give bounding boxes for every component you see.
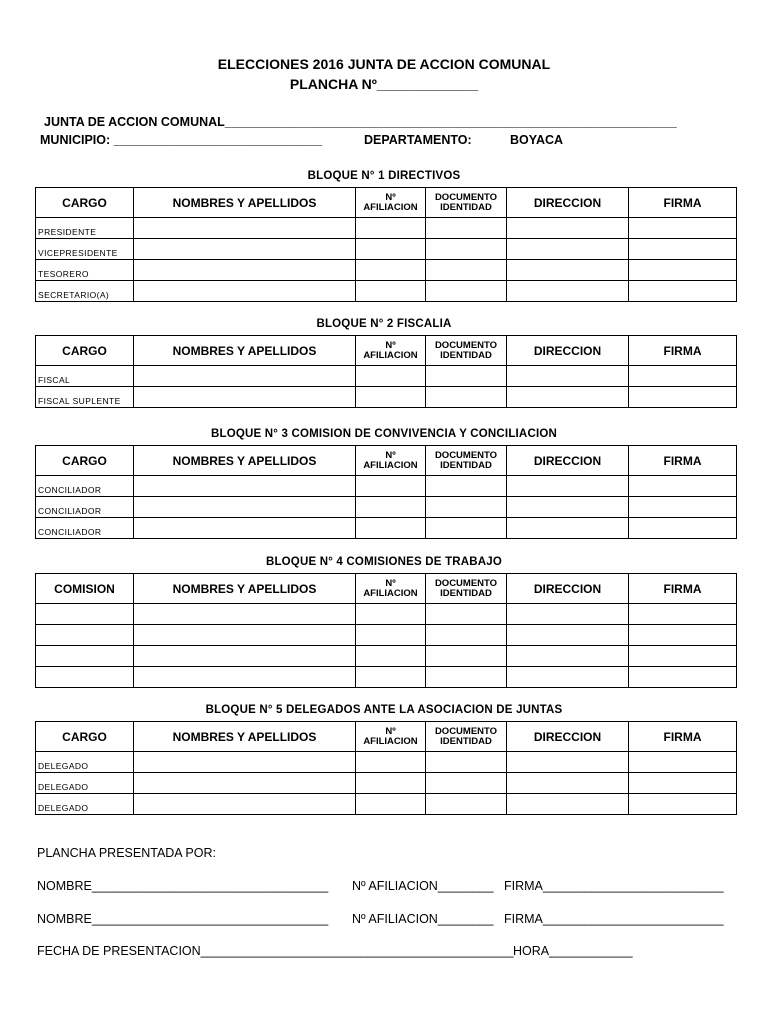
- row-label: FISCAL: [36, 366, 134, 387]
- documento-cell[interactable]: [426, 387, 507, 408]
- firma-cell[interactable]: [629, 667, 737, 688]
- afiliacion-header-line: Nº: [385, 725, 396, 737]
- afiliacion-header-line: AFILIACION: [363, 735, 418, 747]
- municipio-field: MUNICIPIO: ______________________________: [40, 133, 323, 147]
- afiliacion-header-line: Nº: [385, 339, 396, 351]
- documento-cell[interactable]: [426, 794, 507, 815]
- row-label: [36, 646, 134, 667]
- documento-header: [426, 574, 507, 604]
- firma-field-2: FIRMA__________________________: [504, 912, 724, 926]
- nombres-header: NOMBRES Y APELLIDOS: [134, 188, 356, 218]
- firma-cell[interactable]: [629, 625, 737, 646]
- nombres-cell[interactable]: [134, 518, 356, 539]
- direccion-cell[interactable]: [507, 773, 629, 794]
- cargo-header: CARGO: [36, 446, 134, 476]
- firma-cell[interactable]: [629, 752, 737, 773]
- table-row: [36, 476, 737, 497]
- afiliacion-header: [356, 722, 426, 752]
- row-label: [36, 604, 134, 625]
- documento-header: [426, 336, 507, 366]
- documento-header-line: IDENTIDAD: [440, 459, 492, 471]
- afiliacion-header: [356, 188, 426, 218]
- direccion-cell[interactable]: [507, 752, 629, 773]
- row-label: [36, 667, 134, 688]
- nombres-cell[interactable]: [134, 646, 356, 667]
- afiliacion-header-line: Nº: [385, 449, 396, 461]
- firma-cell[interactable]: [629, 604, 737, 625]
- nombres-cell[interactable]: [134, 281, 356, 302]
- documento-cell[interactable]: [426, 497, 507, 518]
- nombres-cell[interactable]: [134, 625, 356, 646]
- direccion-cell[interactable]: [507, 476, 629, 497]
- afiliacion-cell[interactable]: [356, 476, 426, 497]
- table-row: [36, 387, 737, 408]
- nombres-header: NOMBRES Y APELLIDOS: [134, 336, 356, 366]
- afiliacion-cell[interactable]: [356, 604, 426, 625]
- firma-cell[interactable]: [629, 476, 737, 497]
- table-header-row: [36, 574, 737, 604]
- afiliacion-header: [356, 336, 426, 366]
- afiliacion-cell[interactable]: [356, 625, 426, 646]
- afiliacion-cell[interactable]: [356, 752, 426, 773]
- afiliacion-cell[interactable]: [356, 497, 426, 518]
- documento-cell[interactable]: [426, 625, 507, 646]
- bloque-3-table: [35, 445, 737, 539]
- table-row: [36, 794, 737, 815]
- nombres-cell[interactable]: [134, 794, 356, 815]
- afiliacion-cell[interactable]: [356, 387, 426, 408]
- afiliacion-header-line: AFILIACION: [363, 349, 418, 361]
- direccion-cell[interactable]: [507, 281, 629, 302]
- documento-header-line: DOCUMENTO: [434, 577, 498, 589]
- nombres-cell[interactable]: [134, 387, 356, 408]
- fecha-field: FECHA DE PRESENTACION_____________________________________________: [37, 944, 514, 958]
- direccion-cell[interactable]: [507, 604, 629, 625]
- afiliacion-header-line: AFILIACION: [363, 587, 418, 599]
- nombres-cell[interactable]: [134, 239, 356, 260]
- direccion-cell[interactable]: [507, 497, 629, 518]
- bloque-2-table: [35, 335, 737, 408]
- direccion-cell[interactable]: [507, 518, 629, 539]
- firma-cell[interactable]: [629, 794, 737, 815]
- table-row: [36, 752, 737, 773]
- documento-cell[interactable]: [426, 239, 507, 260]
- nombres-header: NOMBRES Y APELLIDOS: [134, 574, 356, 604]
- documento-cell[interactable]: [426, 752, 507, 773]
- firma-cell[interactable]: [629, 366, 737, 387]
- junta-field: JUNTA DE ACCION COMUNAL_________________________________________________________________: [44, 115, 677, 129]
- firma-header: FIRMA: [629, 722, 737, 752]
- afiliacion-cell[interactable]: [356, 281, 426, 302]
- direccion-header: DIRECCION: [507, 336, 629, 366]
- nombres-cell[interactable]: [134, 773, 356, 794]
- table-row: [36, 604, 737, 625]
- afiliacion-cell[interactable]: [356, 239, 426, 260]
- row-label: DELEGADO: [36, 752, 134, 773]
- hora-field: HORA____________: [513, 944, 633, 958]
- afiliacion-cell[interactable]: [356, 773, 426, 794]
- afiliacion-header: [356, 446, 426, 476]
- afiliacion-cell[interactable]: [356, 218, 426, 239]
- row-label: CONCILIADOR: [36, 476, 134, 497]
- afiliacion-header-line: AFILIACION: [363, 201, 418, 213]
- nombres-header: NOMBRES Y APELLIDOS: [134, 446, 356, 476]
- table-header-row: [36, 722, 737, 752]
- documento-cell[interactable]: [426, 646, 507, 667]
- plancha-number: PLANCHA Nº_____________: [289, 76, 479, 92]
- afiliacion-cell[interactable]: [356, 794, 426, 815]
- nombres-header: NOMBRES Y APELLIDOS: [134, 722, 356, 752]
- documento-cell[interactable]: [426, 260, 507, 281]
- table-row: [36, 239, 737, 260]
- direccion-cell[interactable]: [507, 667, 629, 688]
- firma-cell[interactable]: [629, 218, 737, 239]
- nombres-cell[interactable]: [134, 667, 356, 688]
- direccion-header: DIRECCION: [507, 574, 629, 604]
- presentada-label: PLANCHA PRESENTADA POR:: [37, 846, 216, 860]
- nombres-cell[interactable]: [134, 604, 356, 625]
- table-row: [36, 366, 737, 387]
- direccion-cell[interactable]: [507, 387, 629, 408]
- nombres-cell[interactable]: [134, 476, 356, 497]
- documento-header: [426, 446, 507, 476]
- firma-cell[interactable]: [629, 497, 737, 518]
- firma-header: FIRMA: [629, 188, 737, 218]
- bloque-3-title: BLOQUE N° 3 COMISION DE CONVIVENCIA Y CONCILIACION: [210, 428, 557, 440]
- table-row: [36, 667, 737, 688]
- bloque-4-table: [35, 573, 737, 688]
- documento-cell[interactable]: [426, 773, 507, 794]
- afiliacion-cell[interactable]: [356, 667, 426, 688]
- table-row: [36, 281, 737, 302]
- nombres-cell[interactable]: [134, 218, 356, 239]
- firma-cell[interactable]: [629, 281, 737, 302]
- table-header-row: [36, 188, 737, 218]
- table-header-row: [36, 336, 737, 366]
- bloque-5-title: BLOQUE N° 5 DELEGADOS ANTE LA ASOCIACION DE JUNTAS: [205, 704, 563, 716]
- direccion-header: DIRECCION: [507, 188, 629, 218]
- documento-cell[interactable]: [426, 476, 507, 497]
- documento-cell[interactable]: [426, 281, 507, 302]
- documento-header-line: DOCUMENTO: [434, 339, 498, 351]
- row-label: DELEGADO: [36, 773, 134, 794]
- row-label: TESORERO: [36, 260, 134, 281]
- afiliacion-header: [356, 574, 426, 604]
- documento-cell[interactable]: [426, 218, 507, 239]
- firma-cell[interactable]: [629, 646, 737, 667]
- nombres-cell[interactable]: [134, 752, 356, 773]
- documento-cell[interactable]: [426, 604, 507, 625]
- row-label: VICEPRESIDENTE: [36, 239, 134, 260]
- cargo-header: CARGO: [36, 336, 134, 366]
- row-label: FISCAL SUPLENTE: [36, 387, 134, 408]
- bloque-5-table: [35, 721, 737, 815]
- firma-cell[interactable]: [629, 260, 737, 281]
- row-label: SECRETARIO(A): [36, 281, 134, 302]
- firma-header: FIRMA: [629, 446, 737, 476]
- row-label: CONCILIADOR: [36, 518, 134, 539]
- nombres-cell[interactable]: [134, 366, 356, 387]
- afiliacion-header-line: AFILIACION: [363, 459, 418, 471]
- firma-cell[interactable]: [629, 518, 737, 539]
- afiliacion-cell[interactable]: [356, 646, 426, 667]
- direccion-header: DIRECCION: [507, 722, 629, 752]
- document-title: ELECCIONES 2016 JUNTA DE ACCION COMUNAL: [217, 56, 551, 72]
- table-row: [36, 497, 737, 518]
- row-label: DELEGADO: [36, 794, 134, 815]
- table-row: [36, 625, 737, 646]
- afiliacion-cell[interactable]: [356, 518, 426, 539]
- bloque-4-title: BLOQUE N° 4 COMISIONES DE TRABAJO: [265, 556, 503, 568]
- direccion-cell[interactable]: [507, 625, 629, 646]
- cargo-header: CARGO: [36, 722, 134, 752]
- documento-header: [426, 722, 507, 752]
- firma-cell[interactable]: [629, 239, 737, 260]
- documento-header-line: IDENTIDAD: [440, 587, 492, 599]
- documento-cell[interactable]: [426, 667, 507, 688]
- cargo-header: CARGO: [36, 188, 134, 218]
- direccion-cell[interactable]: [507, 366, 629, 387]
- firma-header: FIRMA: [629, 336, 737, 366]
- documento-header-line: DOCUMENTO: [434, 449, 498, 461]
- direccion-cell[interactable]: [507, 218, 629, 239]
- bloque-2-title: BLOQUE N° 2 FISCALIA: [316, 318, 452, 330]
- afiliacion-field-2: Nº AFILIACION________: [352, 912, 494, 926]
- table-header-row: [36, 446, 737, 476]
- table-row: [36, 218, 737, 239]
- afiliacion-header-line: Nº: [385, 577, 396, 589]
- afiliacion-cell[interactable]: [356, 260, 426, 281]
- direccion-cell[interactable]: [507, 794, 629, 815]
- direccion-cell[interactable]: [507, 260, 629, 281]
- direccion-cell[interactable]: [507, 646, 629, 667]
- afiliacion-header-line: Nº: [385, 191, 396, 203]
- table-row: [36, 773, 737, 794]
- firma-header: FIRMA: [629, 574, 737, 604]
- nombre-field-2: NOMBRE__________________________________: [37, 912, 329, 926]
- table-row: [36, 646, 737, 667]
- row-label: CONCILIADOR: [36, 497, 134, 518]
- direccion-header: DIRECCION: [507, 446, 629, 476]
- afiliacion-cell[interactable]: [356, 366, 426, 387]
- bloque-1-title: BLOQUE N° 1 DIRECTIVOS: [307, 170, 461, 182]
- documento-header-line: DOCUMENTO: [434, 191, 498, 203]
- comision-header: COMISION: [36, 574, 134, 604]
- departamento-value: BOYACA: [510, 133, 564, 147]
- nombre-field-1: NOMBRE__________________________________: [37, 879, 329, 893]
- documento-header: [426, 188, 507, 218]
- documento-cell[interactable]: [426, 518, 507, 539]
- documento-cell[interactable]: [426, 366, 507, 387]
- firma-cell[interactable]: [629, 773, 737, 794]
- row-label: PRESIDENTE: [36, 218, 134, 239]
- direccion-cell[interactable]: [507, 239, 629, 260]
- table-row: [36, 518, 737, 539]
- firma-cell[interactable]: [629, 387, 737, 408]
- nombres-cell[interactable]: [134, 260, 356, 281]
- row-label: [36, 625, 134, 646]
- documento-header-line: DOCUMENTO: [434, 725, 498, 737]
- afiliacion-field-1: Nº AFILIACION________: [352, 879, 494, 893]
- firma-field-1: FIRMA__________________________: [504, 879, 724, 893]
- bloque-1-table: [35, 187, 737, 302]
- documento-header-line: IDENTIDAD: [440, 349, 492, 361]
- documento-header-line: IDENTIDAD: [440, 735, 492, 747]
- nombres-cell[interactable]: [134, 497, 356, 518]
- table-row: [36, 260, 737, 281]
- documento-header-line: IDENTIDAD: [440, 201, 492, 213]
- departamento-label: DEPARTAMENTO:: [364, 133, 472, 147]
